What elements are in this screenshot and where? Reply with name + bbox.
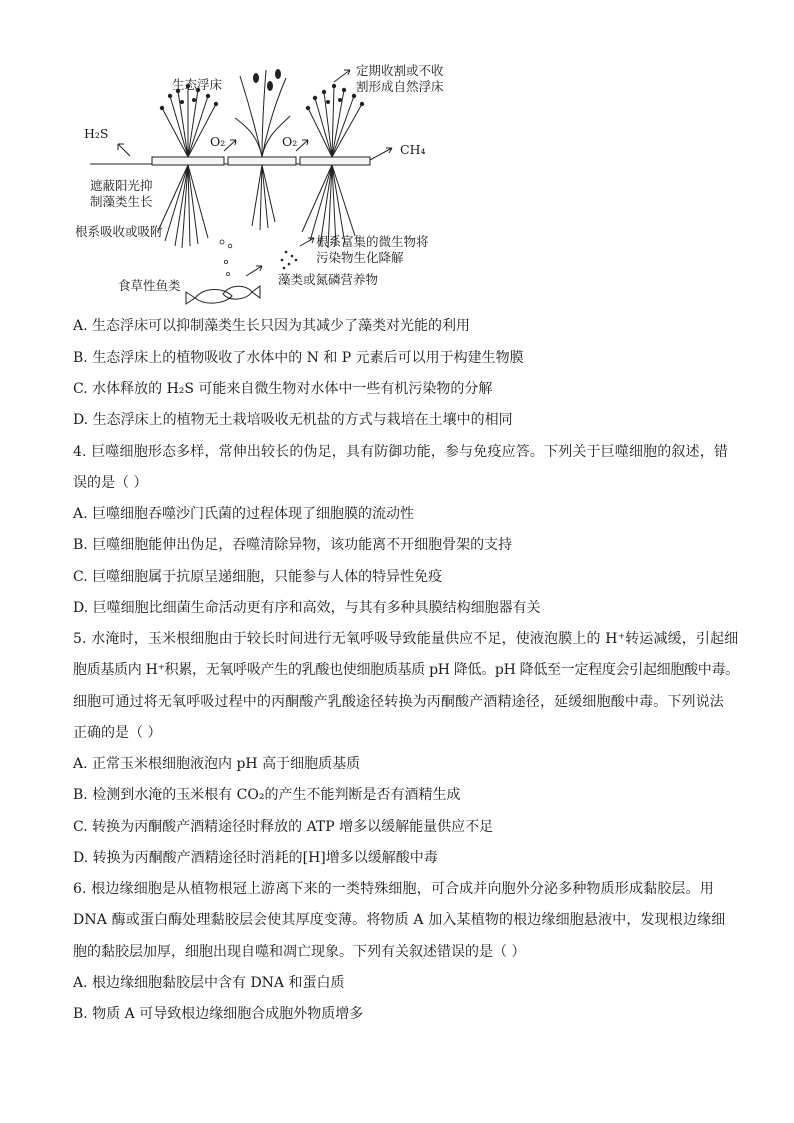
- q3-option-d: D. 生态浮床上的植物无土栽培吸收无机盐的方式与栽培在土壤中的相同: [73, 412, 513, 428]
- label-fish: 食草性鱼类: [118, 278, 181, 293]
- label-root-absorb: 根系吸收或吸附: [75, 224, 163, 239]
- q5-stem-line-3: 细胞可通过将无氧呼吸过程中的丙酮酸产乳酸途径转换为丙酮酸产酒精途径，延缓细胞酸中毒。下列说法: [73, 694, 724, 710]
- label-shading: 遮蔽阳光抑制藻类生长: [90, 178, 153, 209]
- label-o2-right: O₂: [282, 134, 298, 149]
- q3-option-b: B. 生态浮床上的植物吸收了水体中的 N 和 P 元素后可以用于构建生物膜: [73, 350, 524, 366]
- q5-stem-line-1: 5. 水淹时，玉米根细胞由于较长时间进行无氧呼吸导致能量供应不足，使液泡膜上的 H⁺转运减缓，引起细: [73, 631, 739, 647]
- q4-option-d: D. 巨噬细胞比细菌生命活动更有序和高效，与其有多种具膜结构细胞器有关: [73, 600, 541, 616]
- q6-option-b: B. 物质 A 可导致根边缘细胞合成胞外物质增多: [73, 1006, 364, 1022]
- q4-option-c: C. 巨噬细胞属于抗原呈递细胞，只能参与人体的特异性免疫: [73, 569, 443, 585]
- q6-stem-line-3: 胞的黏胶层加厚，细胞出现自噬和凋亡现象。下列有关叙述错误的是（ ）: [73, 944, 526, 960]
- q3-option-c: C. 水体释放的 H₂S 可能来自微生物对水体中一些有机污染物的分解: [73, 381, 493, 397]
- q6-stem-line-1: 6. 根边缘细胞是从植物根冠上游离下来的一类特殊细胞，可合成并向胞外分泌多种物质形成黏胶层。用: [73, 881, 714, 897]
- ecological-floating-bed-diagram: [70, 56, 450, 306]
- q3-option-a: A. 生态浮床可以抑制藻类生长只因为其减少了藻类对光能的利用: [73, 318, 471, 334]
- q4-stem-line-1: 4. 巨噬细胞形态多样，常伸出较长的伪足，具有防御功能，参与免疫应答。下列关于巨噬细胞的叙述，错: [73, 444, 729, 460]
- q6-stem-line-2: DNA 酶或蛋白酶处理黏胶层会使其厚度变薄。将物质 A 加入某植物的根边缘细胞悬液中，发现根边缘细: [73, 912, 726, 928]
- q4-option-a: A. 巨噬细胞吞噬沙门氏菌的过程体现了细胞膜的流动性: [73, 506, 415, 522]
- q5-option-d: D. 转换为丙酮酸产酒精途径时消耗的[H]增多以缓解酸中毒: [73, 850, 438, 866]
- label-o2-left: O₂: [210, 134, 226, 149]
- q4-option-b: B. 巨噬细胞能伸出伪足，吞噬清除异物，该功能离不开细胞骨架的支持: [73, 537, 513, 553]
- label-algae: 藻类或氮磷营养物: [278, 272, 379, 287]
- q5-option-c: C. 转换为丙酮酸产酒精途径时释放的 ATP 增多以缓解能量供应不足: [73, 819, 494, 835]
- label-float-bed: 生态浮床: [172, 77, 223, 92]
- q5-stem-line-2: 胞质基质内 H⁺积累，无氧呼吸产生的乳酸也使细胞质基质 pH 降低。pH 降低至一定程度会引起细胞酸中毒。: [73, 662, 739, 678]
- label-ch4: CH₄: [400, 142, 426, 157]
- q5-option-a: A. 正常玉米根细胞液泡内 pH 高于细胞质基质: [73, 756, 361, 772]
- label-harvest: 定期收割或不收割形成自然浮床: [356, 63, 444, 94]
- q4-stem-line-2: 误的是（ ）: [73, 475, 148, 491]
- q6-option-a: A. 根边缘细胞黏胶层中含有 DNA 和蛋白质: [73, 975, 345, 991]
- q5-option-b: B. 检测到水淹的玉米根有 CO₂的产生不能判断是否有酒精生成: [73, 787, 461, 803]
- q5-stem-line-4: 正确的是（ ）: [73, 725, 162, 741]
- label-h2s: H₂S: [84, 126, 109, 141]
- label-microbes: 根系富集的微生物将污染物生化降解: [316, 234, 429, 265]
